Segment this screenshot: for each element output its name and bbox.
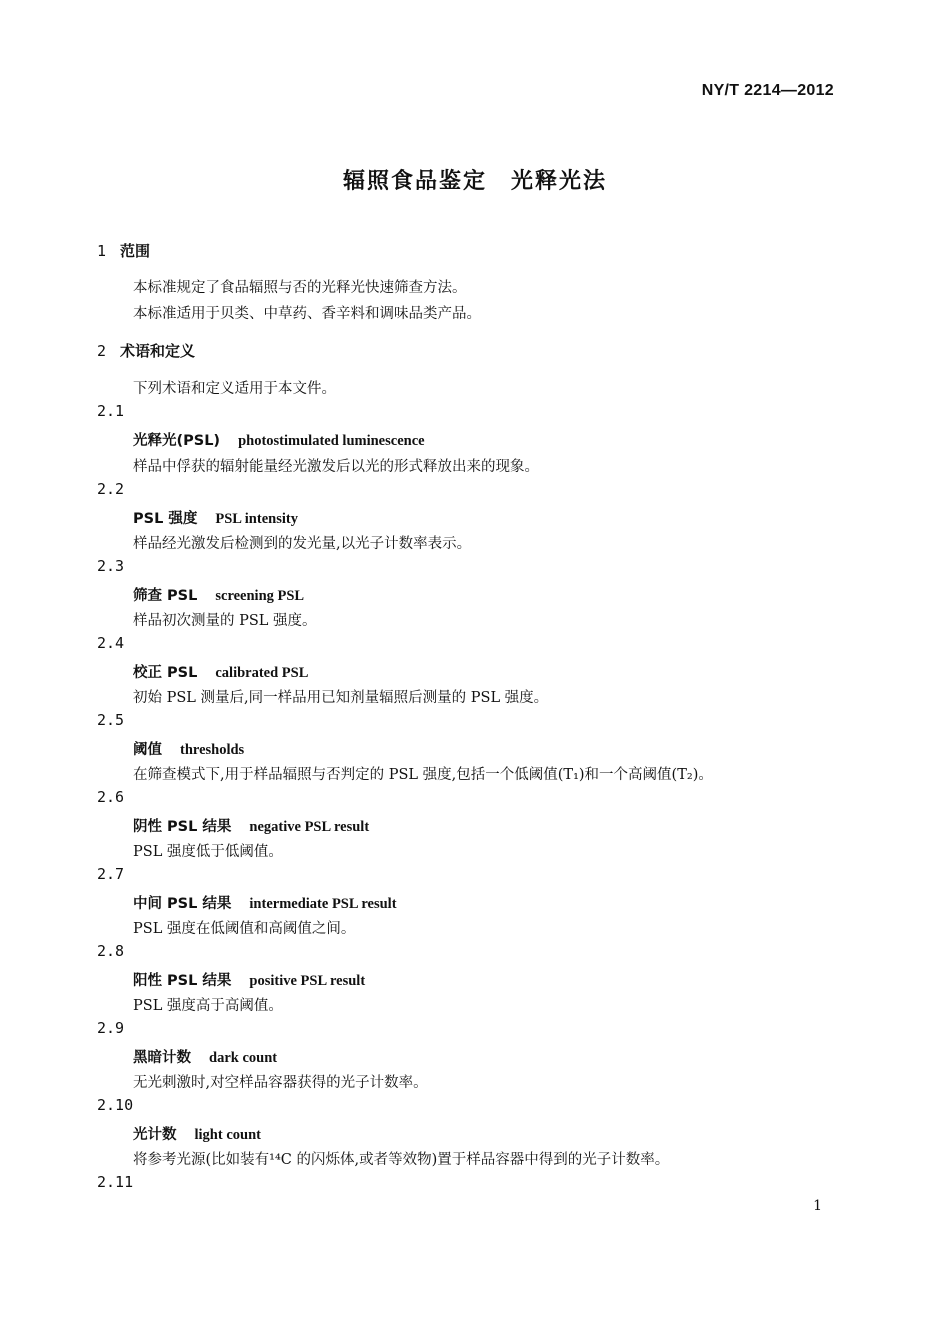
term-zh: 光计数: [133, 1127, 177, 1143]
term-definition: 样品经光激发后检测到的发光量,以光子计数率表示。: [133, 536, 472, 552]
term-definition: 在筛查模式下,用于样品辐照与否判定的 PSL 强度,包括一个低阈值(T₁)和一个高阈值(T₂)。: [133, 767, 713, 783]
term-definition: PSL 强度低于低阈值。: [133, 844, 283, 860]
term-definition: PSL 强度高于高阈值。: [133, 998, 283, 1014]
section-2-number: 2: [97, 342, 107, 360]
term-zh: 光释光(PSL): [133, 433, 221, 449]
term-line: [133, 1046, 277, 1067]
term-en: thresholds: [180, 742, 245, 758]
standard-code: NY/T 2214—2012: [701, 82, 834, 99]
term-en: positive PSL result: [249, 973, 366, 989]
term-line: [133, 1123, 261, 1144]
entry-number: 2.8: [97, 942, 125, 960]
section-2-intro: 下列术语和定义适用于本文件。: [133, 381, 336, 397]
entry-number: 2.3: [97, 557, 125, 575]
section-2-heading: [97, 340, 195, 361]
term-zh: 阳性 PSL 结果: [133, 973, 232, 989]
term-zh: 中间 PSL 结果: [133, 896, 232, 912]
term-zh: PSL 强度: [133, 511, 198, 527]
term-zh: 校正 PSL: [133, 665, 198, 681]
entry-number-trailing: 2.11: [97, 1173, 134, 1191]
section-1-paragraph-1: 本标准规定了食品辐照与否的光释光快速筛查方法。: [133, 280, 467, 296]
term-definition: 无光刺激时,对空样品容器获得的光子计数率。: [133, 1075, 428, 1091]
term-definition: 初始 PSL 测量后,同一样品用已知剂量辐照后测量的 PSL 强度。: [133, 690, 549, 706]
section-1-number: 1: [97, 242, 107, 260]
term-definition: 样品中俘获的辐射能量经光激发后以光的形式释放出来的现象。: [133, 459, 539, 475]
page-number: 1: [813, 1198, 822, 1214]
term-zh: 筛查 PSL: [133, 588, 198, 604]
entry-number: 2.9: [97, 1019, 125, 1037]
term-en: dark count: [209, 1050, 278, 1066]
term-en: screening PSL: [215, 588, 305, 604]
section-1-paragraph-2: 本标准适用于贝类、中草药、香辛料和调味品类产品。: [133, 306, 481, 322]
term-en: PSL intensity: [215, 511, 298, 527]
section-1-heading: [97, 240, 150, 261]
entry-number: 2.1: [97, 402, 125, 420]
term-en: intermediate PSL result: [249, 896, 397, 912]
entry-number: 2.5: [97, 711, 125, 729]
term-line: [133, 584, 304, 605]
term-line: [133, 892, 397, 913]
term-definition: PSL 强度在低阈值和高阈值之间。: [133, 921, 356, 937]
term-zh: 阈值: [133, 742, 162, 758]
entry-number: 2.6: [97, 788, 125, 806]
term-line: [133, 969, 365, 990]
entry-number: 2.4: [97, 634, 125, 652]
term-en: light count: [194, 1127, 261, 1143]
section-1-title: 范围: [120, 242, 151, 260]
entry-number: 2.7: [97, 865, 125, 883]
document-title: 辐照食品鉴定 光释光法: [342, 169, 607, 194]
term-line: [133, 815, 369, 836]
term-en: negative PSL result: [249, 819, 370, 835]
term-line: [133, 661, 308, 682]
entry-number: 2.10: [97, 1096, 134, 1114]
term-en: photostimulated luminescence: [238, 433, 425, 449]
term-zh: 阴性 PSL 结果: [133, 819, 232, 835]
term-definition: 将参考光源(比如装有¹⁴C 的闪烁体,或者等效物)置于样品容器中得到的光子计数率。: [133, 1152, 670, 1168]
term-definition: 样品初次测量的 PSL 强度。: [133, 613, 317, 629]
term-line: [133, 507, 298, 528]
term-zh: 黑暗计数: [133, 1050, 191, 1066]
term-line: [133, 738, 244, 759]
section-2-title: 术语和定义: [120, 342, 196, 360]
term-line: [133, 429, 425, 450]
entry-number: 2.2: [97, 480, 125, 498]
term-en: calibrated PSL: [215, 665, 309, 681]
